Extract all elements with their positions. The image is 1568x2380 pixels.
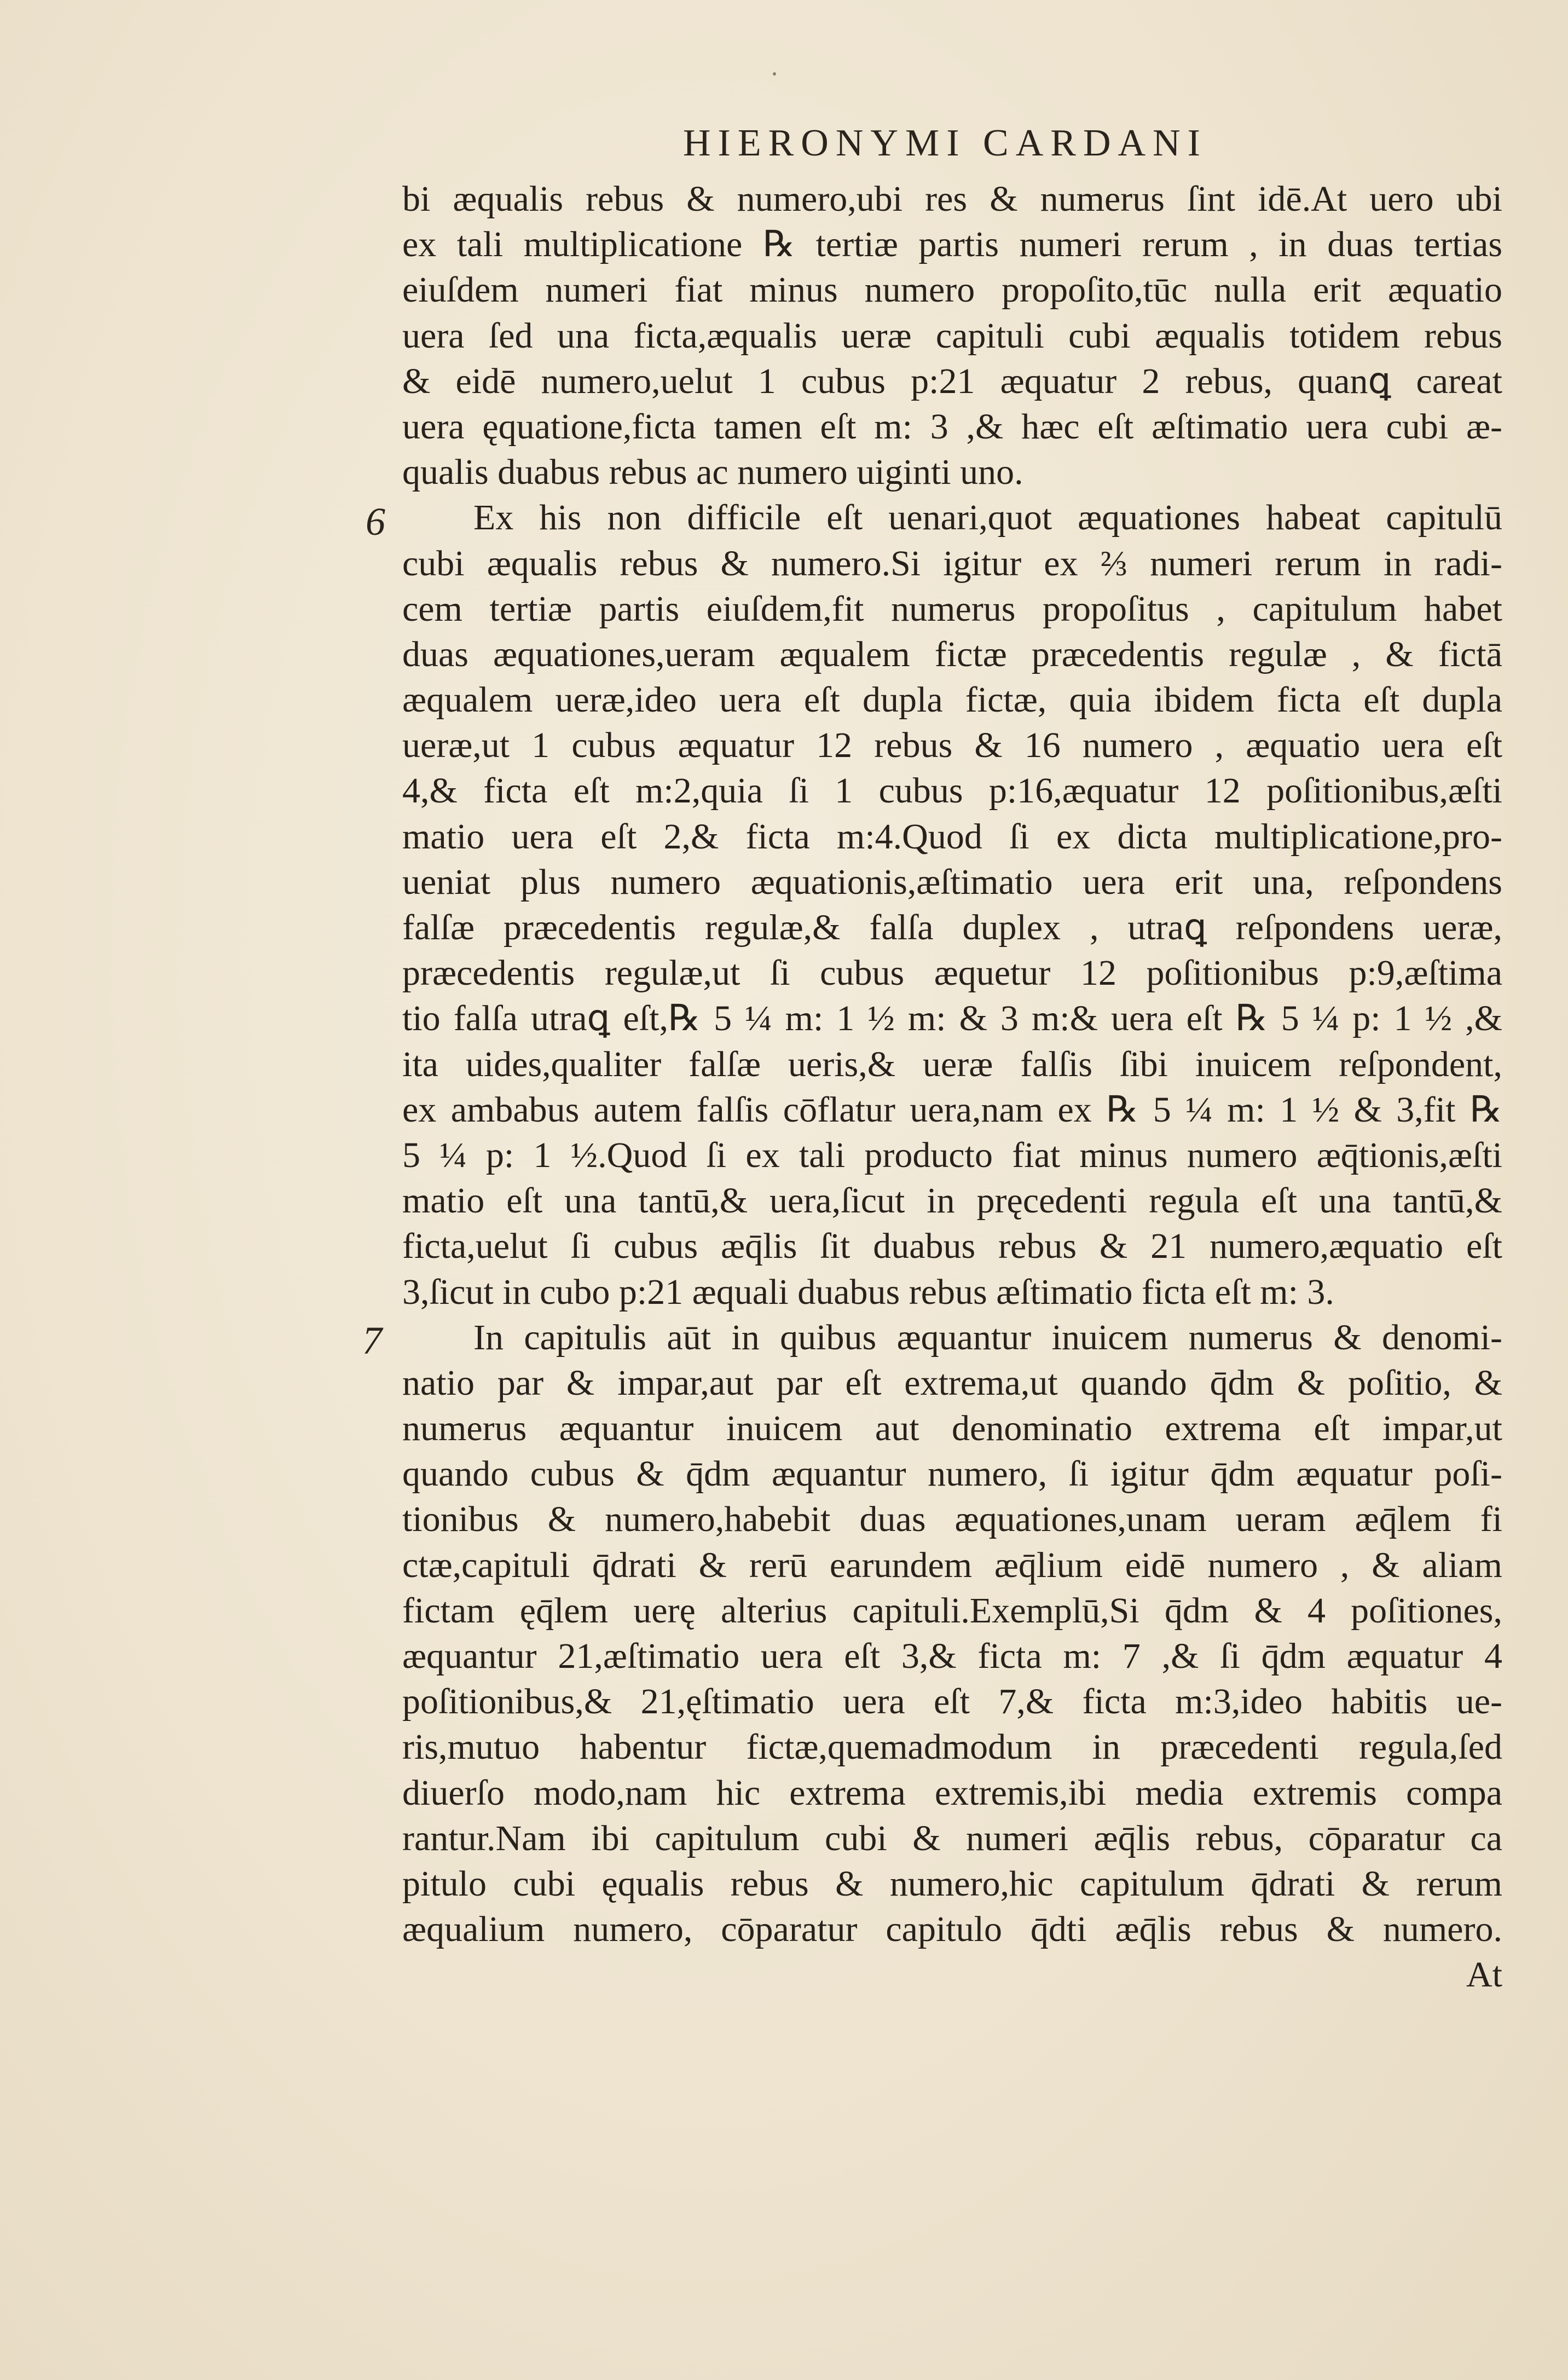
text-line: æquantur 21,æſtimatio uera eſt 3,& ficta m: 7 ,& ſi q̄dm æquatur 4 [402, 1636, 1502, 1676]
running-header: HIERONYMI CARDANI [683, 122, 1207, 164]
text-line: uera ſed una ficta,æqualis ueræ capituli cubi æqualis totidem rebus [402, 315, 1502, 356]
text-line: cem tertiæ partis eiuſdem,fit numerus propoſitus , capitulum habet [402, 588, 1502, 629]
text-line: bi æqualis rebus & numero,ubi res & numerus ſint idē.At uero ubi [402, 179, 1502, 219]
text-line: ueniat plus numero æquationis,æſtimatio uera erit una, reſpondens [402, 862, 1502, 902]
text-line: pitulo cubi ęqualis rebus & numero,hic capitulum q̄drati & rerum [402, 1863, 1502, 1904]
text-line: In capitulis aūt in quibus æquantur inuicem numerus & denomi- [473, 1317, 1502, 1357]
text-line: diuerſo modo,nam hic extrema extremis,ibi media extremis compa [402, 1772, 1502, 1813]
paragraph-marker-6: 6 [366, 500, 385, 544]
text-line: tionibus & numero,habebit duas æquationes,unam ueram æq̄lem fi [402, 1499, 1502, 1540]
text-line: matio uera eſt 2,& ficta m:4.Quod ſi ex dicta multiplicatione,pro- [402, 816, 1502, 857]
text-line: 5 ¼ p: 1 ½.Quod ſi ex tali producto fiat minus numero æq̄tionis,æſti [402, 1135, 1502, 1175]
text-line: uera ęquatione,ficta tamen eſt m: 3 ,& hæc eſt æſtimatio uera cubi æ- [402, 406, 1502, 447]
catchword: At [1466, 1955, 1502, 1995]
text-line: ex tali multiplicatione ℞ tertiæ partis numeri rerum , in duas tertias [402, 224, 1502, 265]
text-line: rantur.Nam ibi capitulum cubi & numeri æq̄lis rebus, cōparatur ca [402, 1818, 1502, 1858]
text-line: ueræ,ut 1 cubus æquatur 12 rebus & 16 numero , æquatio uera eſt [402, 725, 1502, 766]
text-line: ita uides,qualiter falſæ ueris,& ueræ falſis ſibi inuicem reſpondent, [402, 1044, 1502, 1084]
text-line: præcedentis regulæ,ut ſi cubus æquetur 12 poſitionibus p:9,æſtima [402, 953, 1502, 993]
text-line: numerus æquantur inuicem aut denominatio extrema eſt impar,ut [402, 1408, 1502, 1449]
text-line: poſitionibus,& 21,ęſtimatio uera eſt 7,& ficta m:3,ideo habitis ue- [402, 1682, 1502, 1722]
text-line: eiuſdem numeri fiat minus numero propoſito,tūc nulla erit æquatio [402, 270, 1502, 310]
text-line: duas æquationes,ueram æqualem fictæ præcedentis regulæ , & fictā [402, 634, 1502, 674]
text-line: falſæ præcedentis regulæ,& falſa duplex , utraꝗ reſpondens ueræ, [402, 908, 1502, 948]
text-line: cubi æqualis rebus & numero.Si igitur ex ⅔ numeri rerum in radi- [402, 543, 1502, 584]
text-line: quando cubus & q̄dm æquantur numero, ſi igitur q̄dm æquatur poſi- [402, 1454, 1502, 1494]
text-line: Ex his non difficile eſt uenari,quot æquationes habeat capitulū [473, 498, 1502, 538]
text-line: & eidē numero,uelut 1 cubus p:21 æquatur 2 rebus, quanꝗ careat [402, 361, 1502, 401]
text-line: natio par & impar,aut par eſt extrema,ut quando q̄dm & poſitio, & [402, 1362, 1502, 1403]
text-line: qualis duabus rebus ac numero uiginti uno. [402, 452, 1023, 493]
text-line: ctæ,capituli q̄drati & rerū earundem æq̄lium eidē numero , & aliam [402, 1545, 1502, 1585]
text-line: ex ambabus autem falſis cōflatur uera,nam ex ℞ 5 ¼ m: 1 ½ & 3,fit ℞ [402, 1089, 1502, 1130]
text-line: 3,ſicut in cubo p:21 æquali duabus rebus æſtimatio ficta eſt m: 3. [402, 1272, 1334, 1312]
text-line: æqualem ueræ,ideo uera eſt dupla fictæ, quia ibidem ficta eſt dupla [402, 680, 1502, 720]
text-line: matio eſt una tantū,& uera,ſicut in pręcedenti regula eſt una tantū,& [402, 1181, 1502, 1221]
body-text [402, 176, 1502, 1998]
paragraph-marker-7: 7 [362, 1319, 382, 1362]
text-line: ris,mutuo habentur fictæ,quemadmodum in præcedenti regula,ſed [402, 1727, 1502, 1767]
text-line: 4,& ficta eſt m:2,quia ſi 1 cubus p:16,æquatur 12 poſitionibus,æſti [402, 771, 1502, 811]
text-line: fictam ęq̄lem uerę alterius capituli.Exemplū,Si q̄dm & 4 poſitiones, [402, 1590, 1502, 1631]
text-line: æqualium numero, cōparatur capitulo q̄dti æq̄lis rebus & numero. [402, 1909, 1502, 1950]
ink-speck [773, 72, 776, 76]
text-line: tio falſa utraꝗ eſt,℞ 5 ¼ m: 1 ½ m: & 3 m:& uera eſt ℞ 5 ¼ p: 1 ½ ,& [402, 998, 1502, 1039]
text-line: ficta,uelut ſi cubus æq̄lis ſit duabus rebus & 21 numero,æquatio eſt [402, 1226, 1502, 1267]
